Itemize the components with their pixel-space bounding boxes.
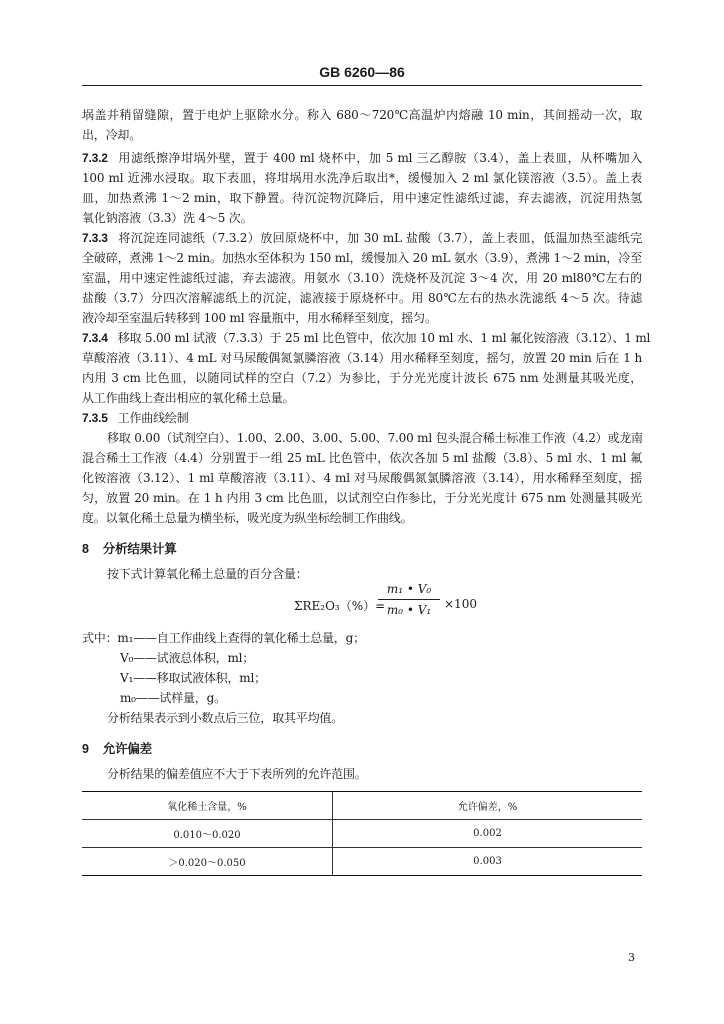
section-9-intro: 分析结果的偏差值应不大于下表所列的允许范围。	[107, 767, 367, 781]
section-8-intro: 按下式计算氧化稀土总量的百分含量：	[107, 567, 308, 581]
formula-lhs: ΣRE₂O₃（%）=	[294, 599, 386, 613]
clause-7-3-4-line: 从工作曲线上查出相应的氧化稀土总量。	[82, 391, 295, 405]
table-cell: 0.010～0.020	[82, 820, 333, 848]
formula-fraction	[378, 582, 440, 617]
clause-7-3-4-line: 内用 3 cm 比色皿，以随同试样的空白（7.2）为参比，于分光光度计波长 675 nm 处测量其吸光度，	[82, 371, 642, 385]
clause-7-3-5-line: 度。以氧化稀土总量为横坐标，吸光度为纵坐标绘制工作曲线。	[82, 511, 413, 525]
clause-7-3-3-line: 盐酸（3.7）分四次溶解滤纸上的沉淀，滤液接于原烧杯中。用 80℃左右的热水洗滤纸 4～5 次。待滤	[82, 291, 642, 305]
paragraph-line: 埚盖并稍留缝隙，置于电炉上驱除水分。称入 680～720℃高温炉内熔融 10 min，其间摇动一次，取	[82, 108, 642, 122]
section-title: 允许偏差	[102, 742, 152, 756]
clause-7-3-5-line: 移取 0.00（试剂空白）、1.00、2.00、3.00、5.00、7.00 ml 包头混合稀土标准工作液（4.2）或龙南	[107, 431, 643, 445]
clause-7-3-4-line: 7.3.4 移取 5.00 ml 试液（7.3.3）于 25 ml 比色管中，依次加 10 ml 水、1 ml 氟化铵溶液（3.12）、1 ml	[82, 331, 651, 345]
section-9-heading	[82, 742, 642, 756]
section-8-heading	[82, 542, 642, 556]
clause-7-3-2-line: 7.3.2 用滤纸擦净坩埚外壁，置于 400 ml 烧杯中，加 5 ml 三乙醇胺（3.4），盖上表皿，从杯嘴加入	[82, 151, 642, 165]
table-row	[82, 848, 642, 876]
formula-multiplier: ×100	[444, 597, 477, 611]
header-rule	[82, 85, 642, 86]
clause-number: 7.3.2	[82, 151, 108, 165]
clause-7-3-5-line: 匀，放置 20 min。在 1 h 内用 3 cm 比色皿，以试剂空白作参比，于分光光度计 675 nm 处测量其吸光	[82, 491, 642, 505]
clause-title: 工作曲线绘制	[117, 411, 189, 425]
paragraph-line: 出，冷却。	[82, 128, 142, 142]
clause-7-3-3-line: 液冷却至室温后转移到 100 ml 容量瓶中，用水稀释至刻度，摇匀。	[82, 311, 437, 325]
table-cell: ＞0.020～0.050	[82, 848, 333, 876]
symbol-definition: 式中：m₁——自工作曲线上查得的氧化稀土总量，g；	[82, 631, 365, 645]
clause-7-3-2-line: 氧化钠溶液（3.3）洗 4～5 次。	[82, 211, 253, 225]
section-title: 分析结果计算	[102, 542, 177, 556]
table-header-cell: 氧化稀土含量，%	[82, 792, 333, 820]
table-cell: 0.002	[333, 820, 643, 848]
rounding-note: 分析结果表示到小数点后三位，取其平均值。	[107, 711, 344, 725]
table-row	[82, 820, 642, 848]
clause-7-3-3-line: 7.3.3 将沉淀连同滤纸（7.3.2）放回原烧杯中，加 30 mL 盐酸（3.7），盖上表皿，低温加热至滤纸完	[82, 231, 642, 245]
section-number: 9	[82, 742, 89, 756]
section-number: 8	[82, 542, 89, 556]
symbol-definition: V₁——移取试液体积，ml；	[120, 671, 266, 685]
formula-denominator: m₀ • V₁	[386, 603, 432, 617]
clause-7-3-5-line: 化铵溶液（3.12）、1 ml 草酸溶液（3.11）、4 ml 对马尿酸偶氮氯膦溶液（3.14），用水稀释至刻度，摇	[82, 471, 642, 485]
clause-7-3-5-line: 混合稀土工作液（4.4）分别置于一组 25 mL 比色管中，依次各加 5 ml 盐酸（3.8）、5 ml 水、1 ml 氟	[82, 451, 642, 465]
symbol-definition: m₀——试样量，g。	[120, 691, 226, 705]
clause-7-3-3-line: 室温，用中速定性滤纸过滤，弃去滤液。用氨水（3.10）洗烧杯及沉淀 3～4 次，用 20 ml80℃左右的	[82, 271, 642, 285]
clause-7-3-5-heading	[82, 411, 642, 425]
clause-7-3-3-line: 全破碎，煮沸 1～2 min。加热水至体积为 150 ml，缓慢加入 20 mL 氨水（3.9），煮沸 1～2 min，冷至	[82, 251, 642, 265]
table-header-cell: 允许偏差，%	[333, 792, 643, 820]
formula-numerator: m₁ • V₀	[386, 582, 432, 596]
table-cell: 0.003	[333, 848, 643, 876]
clause-number: 7.3.5	[82, 411, 108, 425]
page-number: 3	[628, 951, 635, 964]
clause-7-3-4-line: 草酸溶液（3.11）、4 mL 对马尿酸偶氮氯膦溶液（3.14）用水稀释至刻度，摇匀，放置 20 min 后在 1 h	[82, 351, 642, 365]
clause-number: 7.3.4	[82, 331, 108, 345]
clause-7-3-2-line: 100 ml 近沸水浸取。取下表皿，将坩埚用水洗净后取出*，缓慢加入 2 ml 氯化镁溶液（3.5）。盖上表	[82, 171, 642, 185]
symbol-definition: V₀——试液总体积，ml；	[120, 651, 255, 665]
fraction-bar	[378, 599, 440, 600]
clause-number: 7.3.3	[82, 231, 108, 245]
clause-7-3-2-line: 皿，加热煮沸 1～2 min，取下静置。待沉淀物沉降后，用中速定性滤纸过滤，弃去滤液，沉淀用热氢	[82, 191, 642, 205]
tolerance-table	[82, 791, 642, 876]
table-header-row	[82, 792, 642, 820]
standard-number-header: GB 6260—86	[319, 64, 405, 80]
